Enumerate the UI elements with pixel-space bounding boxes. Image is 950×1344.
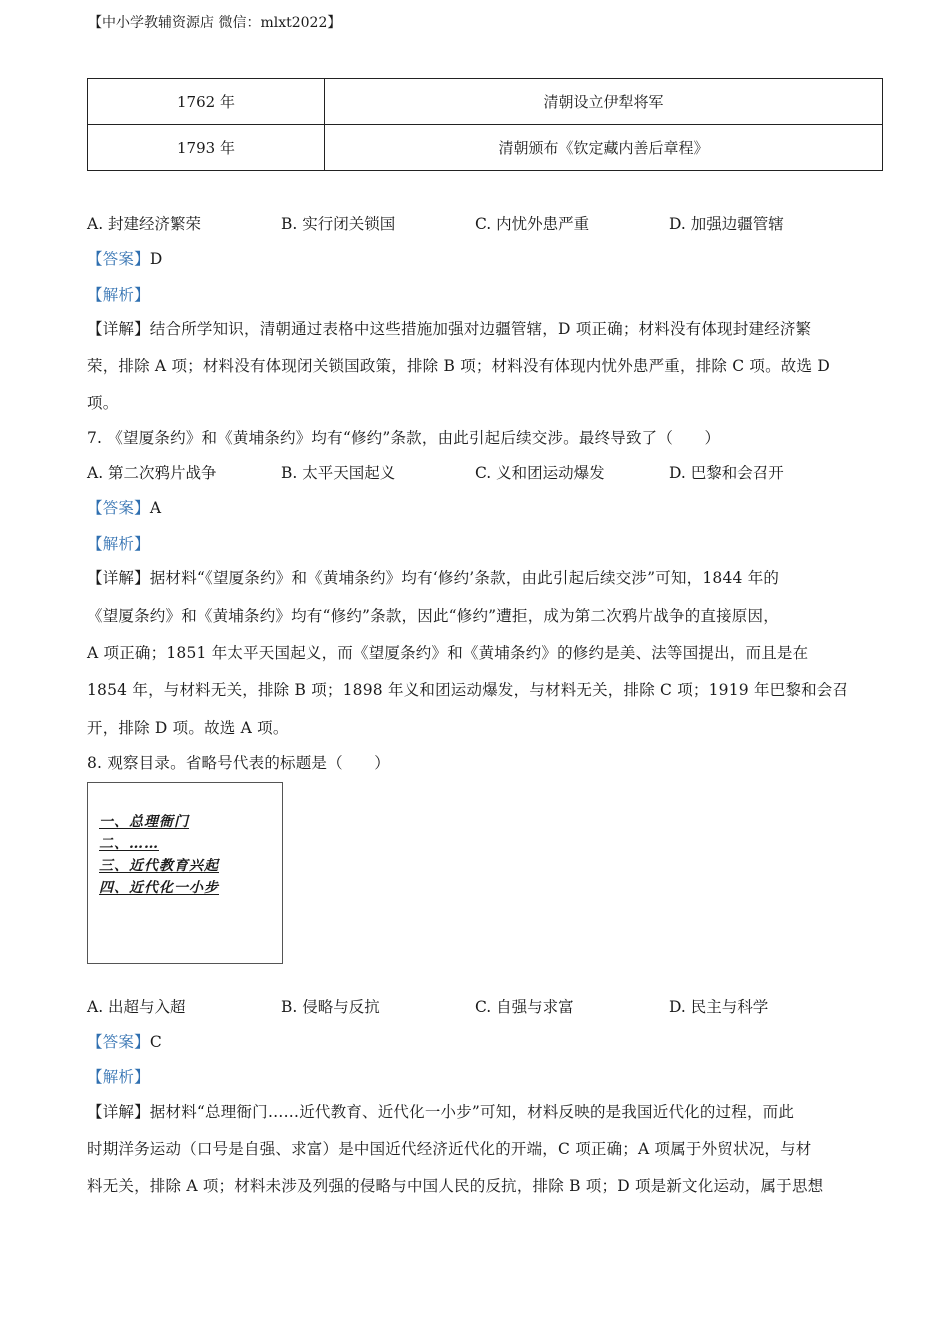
q6-answer: D [149,250,163,268]
q6-option-d: D. 加强边疆管辖 [669,215,784,233]
toc-item: 一、总理衙门 [99,814,189,830]
q8-answer: C [149,1033,162,1051]
table-cell-year: 1793 年 [88,125,325,171]
q6-option-a: A. 封建经济繁荣 [87,215,202,233]
q7-detail-line: 【详解】据材料“《望厦条约》和《黄埔条约》均有‘修约’条款，由此引起后续交涉”可知，1844 年的 [87,569,780,587]
q6-analysis-tag: 【解析】 [87,286,150,304]
table-row [88,125,883,171]
toc-item: 二、…… [99,836,159,852]
q7-answer: A [149,499,162,517]
q8-option-c: C. 自强与求富 [475,998,574,1016]
q6-detail-line: 项。 [87,394,119,412]
table-cell-event: 清朝设立伊犁将军 [325,79,883,125]
header-note: 【中小学教辅资源店 微信：mlxt2022】 [88,15,342,31]
q7-analysis-tag: 【解析】 [87,535,150,553]
q6-option-c: C. 内忧外患严重 [475,215,590,233]
table-row [88,79,883,125]
toc-image [87,782,283,964]
q8-question: 8. 观察目录。省略号代表的标题是（ ） [87,754,390,772]
answer-tag: 【答案】 [87,250,150,268]
q7-detail-line: A 项正确；1851 年太平天国起义，而《望厦条约》和《黄埔条约》的修约是美、法等国提出，而且是在 [87,644,809,662]
q8-option-a: A. 出超与入超 [87,998,186,1016]
q7-option-b: B. 太平天国起义 [281,464,396,482]
q6-option-b: B. 实行闭关锁国 [281,215,396,233]
q7-option-a: A. 第二次鸦片战争 [87,464,217,482]
q8-detail-line: 【详解】据材料“总理衙门……近代教育、近代化一小步”可知，材料反映的是我国近代化的过程，而此 [87,1103,795,1121]
q8-analysis-tag: 【解析】 [87,1068,150,1086]
table-cell-event: 清朝颁布《钦定藏内善后章程》 [325,125,883,171]
q7-option-c: C. 义和团运动爆发 [475,464,605,482]
answer-tag: 【答案】 [87,1033,150,1051]
q7-question: 7. 《望厦条约》和《黄埔条约》均有“修约”条款，由此引起后续交涉。最终导致了（ ） [87,429,721,447]
q8-option-b: B. 侵略与反抗 [281,998,380,1016]
table-cell-year: 1762 年 [88,79,325,125]
toc-item: 四、近代化一小步 [99,880,219,896]
q6-detail-line: 荣，排除 A 项；材料没有体现闭关锁国政策，排除 B 项；材料没有体现内忧外患严重，排除 C 项。故选 D [87,357,830,375]
q8-detail-line: 时期洋务运动（口号是自强、求富）是中国近代经济近代化的开端，C 项正确；A 项属于外贸状况，与材 [87,1140,812,1158]
toc-item: 三、近代教育兴起 [99,858,219,874]
q6-answer-line [87,247,162,269]
q7-detail-line: 1854 年，与材料无关，排除 B 项；1898 年义和团运动爆发，与材料无关，排除 C 项；1919 年巴黎和会召 [87,681,849,699]
answer-tag: 【答案】 [87,499,150,517]
q6-detail-line: 【详解】结合所学知识，清朝通过表格中这些措施加强对边疆管辖，D 项正确；材料没有体现封建经济繁 [87,320,812,338]
q7-answer-line [87,496,161,518]
q8-option-d: D. 民主与科学 [669,998,769,1016]
q7-detail-line: 《望厦条约》和《黄埔条约》均有“修约”条款，因此“修约”遭拒，成为第二次鸦片战争的直接原因， [87,607,779,625]
q8-detail-line: 料无关，排除 A 项；材料未涉及列强的侵略与中国人民的反抗，排除 B 项；D 项是新文化运动，属于思想 [87,1177,824,1195]
q7-option-d: D. 巴黎和会召开 [669,464,784,482]
q7-detail-line: 开，排除 D 项。故选 A 项。 [87,719,289,737]
q8-answer-line [87,1030,162,1052]
history-table [87,78,883,171]
